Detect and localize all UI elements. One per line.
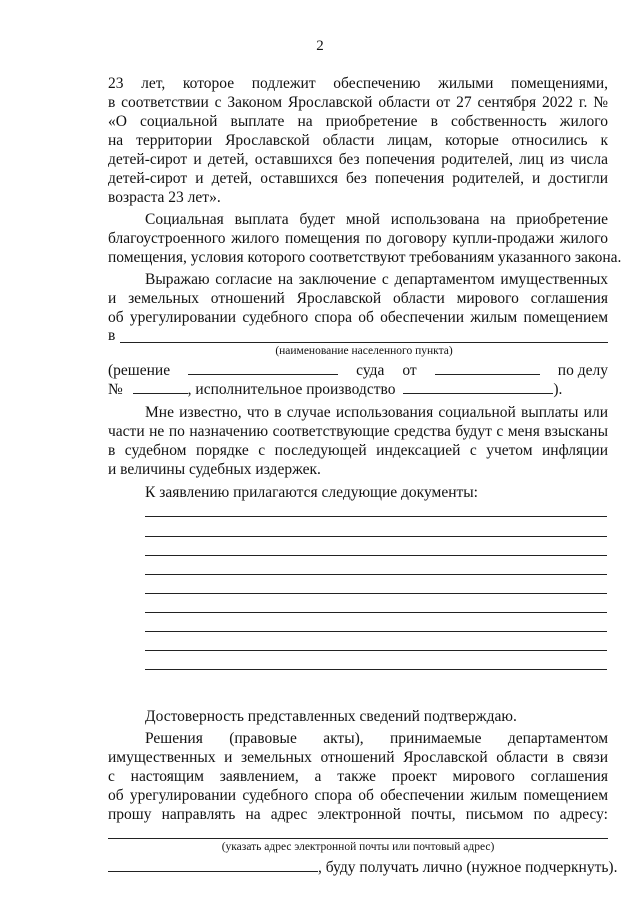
document-field[interactable] [145,650,607,651]
document-field[interactable] [145,516,607,517]
text-line: об урегулировании судебного спора об обеспечении жилым помещением [108,787,608,804]
settlement-caption: (наименование населенного пункта) [275,345,453,357]
decision-label: (решение [108,362,171,379]
pickup-line [108,858,617,877]
text-line: возраста 23 лет». [108,189,221,206]
text-line: детей-сирот и детей, оставшихся без попечения родителей, лиц из числа [108,151,608,168]
decision-date-field[interactable] [435,361,540,375]
document-field[interactable] [145,612,607,613]
court-decision-line [108,361,608,380]
from-label: от [402,362,417,379]
case-number-line [108,380,562,399]
text-line: 23 лет, которое подлежит обеспечению жилыми помещениями, [108,75,608,92]
document-field[interactable] [145,574,607,575]
text-line: прошу направлять на адрес электронной почты, письмом по адресу: [108,806,608,823]
text-line: благоустроенного жилого помещения по договору купли-продажи жилого [108,230,608,247]
closing-paren: ). [553,381,563,398]
text-line: в соответствии с Законом Ярославской области от 27 сентября 2022 г. № [108,94,608,111]
court-name-field[interactable] [188,361,338,375]
document-field[interactable] [145,631,607,632]
pickup-text: , буду получать лично (нужное подчеркнуть). [318,859,618,876]
case-label: по делу [557,362,608,379]
text-line: Решения (правовые акты), принимаемые департаментом [145,730,608,747]
case-number-field[interactable] [133,380,188,394]
text-line: детей-сирот и детей, оставшихся без попечения родителей, и достигли [108,170,608,187]
proceeding-label: , исполнительное производство [187,381,396,398]
confirmation-statement: Достоверность представленных сведений подтверждаю. [145,708,517,725]
text-line: об урегулировании судебного спора об обеспечении жилым помещением [108,309,608,326]
additional-address-field[interactable] [108,858,318,872]
number-sign: № [108,381,123,398]
page-number: 2 [316,38,324,54]
documents-heading: К заявлению прилагаются следующие документы: [145,484,478,501]
text-line: и земельных отношений Ярославской области мирового соглашения [108,290,608,307]
document-field[interactable] [145,555,607,556]
text-line: Выражаю согласие на заключение с департаментом имущественных [145,271,608,288]
text-line: с настоящим заявлением, а также проект мирового соглашения [108,768,608,785]
text-line: в судебном порядке с последующей индексацией с учетом инфляции [108,442,608,459]
text-line-prefix: в [108,327,116,344]
document-field[interactable] [145,536,607,537]
document-field[interactable] [145,669,607,670]
text-line: Социальная выплата будет мной использована на приобретение [145,211,608,228]
text-line: «О социальной выплате на приобретение в собственность жилого [108,113,608,130]
text-line: части не по назначению соответствующие средства будут с меня взысканы [108,423,608,440]
address-field[interactable] [108,838,608,839]
text-line: и величины судебных издержек. [108,461,321,478]
court-label: суда [356,362,385,379]
text-line: помещения, условия которого соответствуют требованиям указанного закона. [108,249,622,266]
text-line: имущественных и земельных отношений Ярославской области в связи [108,749,608,766]
document-field[interactable] [145,593,607,594]
text-line: Мне известно, что в случае использования социальной выплаты или [145,404,608,421]
settlement-name-field[interactable] [120,342,608,343]
enforcement-proceeding-field[interactable] [403,380,553,394]
text-line: на территории Ярославской области лицам, которые относились к [108,132,608,149]
address-caption: (указать адрес электронной почты или почтовый адрес) [221,841,495,853]
